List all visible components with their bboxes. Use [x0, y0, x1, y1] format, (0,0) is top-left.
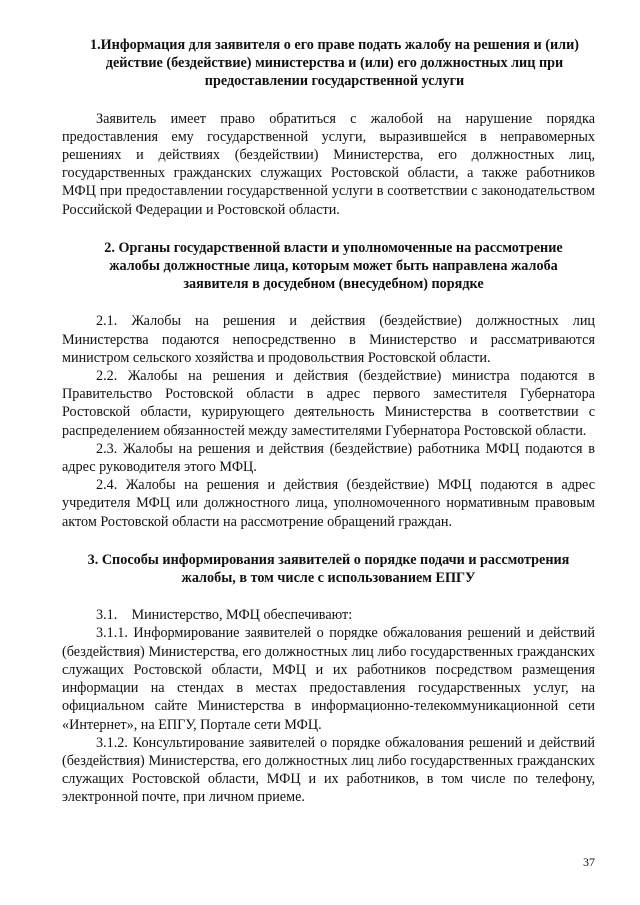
section-3	[62, 551, 595, 807]
section-2-paragraph-3: 2.3. Жалобы на решения и действия (бездействие) работника МФЦ подаются в адрес руководителя этого МФЦ.	[62, 440, 595, 476]
section-2-paragraph-4: 2.4. Жалобы на решения и действия (бездействие) МФЦ подаются в адрес учредителя МФЦ или должностного лица, уполномоченного нормативным правовым актом Ростовской области на рассмотрение обращений граждан.	[62, 477, 595, 530]
section-1-heading: 1.Информация для заявителя о его праве подать жалобу на решения и (или) действие (бездействие) министерства и (или) его должностных лиц при предоставлении государственной услуги	[90, 37, 579, 90]
section-3-paragraph-1: 3.1. Министерство, МФЦ обеспечивают:	[96, 607, 353, 624]
section-3-paragraph-2: 3.1.1. Информирование заявителей о порядке обжалования решений и действий (бездействия) Министерства, его должностных лиц либо государственных гражданских служащих Ростовской области, МФЦ и их работников посредством размещения информации на стендах в местах предоставления государственных услуг, на официальном сайте Министерства в информационно-телекоммуникационной сети «Интернет», на ЕПГУ, Портале сети МФЦ.	[62, 625, 595, 733]
section-2-paragraph-2: 2.2. Жалобы на решения и действия (бездействие) министра подаются в Правительство Ростовской области в адрес первого заместителя Губернатора Ростовской области, курирующего деятельность Министерства в соответствии с распределением обязанностей между заместителями Губернатора Ростовской области.	[62, 368, 595, 439]
section-1-paragraph-1: Заявитель имеет право обратиться с жалобой на нарушение порядка предоставления ему государственной услуги, выразившейся в неправомерных решениях и действиях (бездействии) Министерства, его должностных лиц, государственных гражданских служащих Ростовской области, а также работников МФЦ при предоставлении государственной услуги в соответствии с законодательством Российской Федерации и Ростовской области.	[62, 110, 595, 218]
section-3-paragraph-3: 3.1.2. Консультирование заявителей о порядке обжалования решений и действий (бездействия) Министерства, его должностных лиц либо государственных гражданских служащих Ростовской области, МФЦ и их работников, в том числе по телефону, электронной почте, при личном приеме.	[62, 734, 595, 806]
section-2-heading: 2. Органы государственной власти и уполномоченные на рассмотрение жалобы должностные лица, которым может быть направлена жалоба заявителя в досудебном (внесудебном) порядке	[104, 239, 563, 293]
section-3-heading: 3. Способы информирования заявителей о порядке подачи и рассмотрения жалобы, в том числе с использованием ЕПГУ	[87, 551, 570, 587]
section-2-paragraph-1: 2.1. Жалобы на решения и действия (бездействие) должностных лиц Министерства подаются непосредственно в Министерство и рассматриваются министром сельского хозяйства и продовольствия Ростовской области.	[62, 313, 595, 366]
section-2	[62, 239, 595, 531]
section-1	[62, 36, 595, 219]
page-number: 37	[583, 855, 595, 869]
document-page	[62, 36, 595, 807]
